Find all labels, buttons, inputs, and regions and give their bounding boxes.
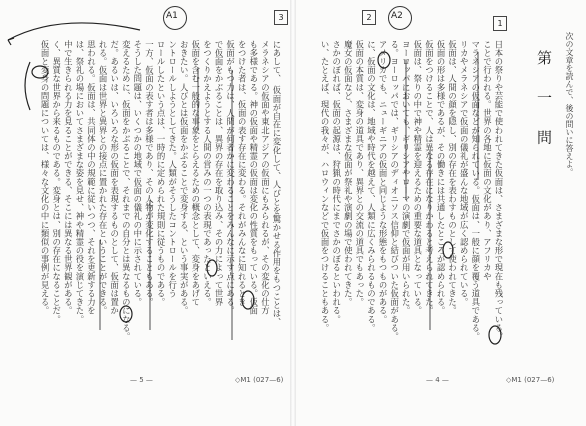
right-text-line: 仮面は、人間の顔を隠し、別の存在を表わすものとして使われてきた。 <box>447 40 458 315</box>
right-footer-code: ◇M1 (027—6) <box>506 376 555 384</box>
left-text-line: 仮面を含む一般的な事象をとらえるための概念として、変身をあげて <box>190 40 201 307</box>
section-heading: 第 一 問 <box>535 50 553 155</box>
left-text-line: で仮面をかぶることは、異界の存在を取り込み、その力によって世界 <box>214 40 225 307</box>
right-text-line: アメリカでも、ニューギニアの仮面と同じような形態をもつものがある。 <box>378 40 389 324</box>
right-text-line: 仮面の形は多様であるが、その働きには共通したところが認められる。 <box>436 40 447 315</box>
left-text-line: おきたい。人びとは仮面をかぶることで変身する、という事実がある。 <box>179 40 190 315</box>
right-page <box>296 0 586 426</box>
right-text-line: 魔女の仮面など、さまざまな仮面が祭礼や演劇の場で使われてきた。 <box>343 40 354 307</box>
left-text-line: をつけた者は、仮面の表す存在に変わる。それがみんなに知れるとき、 <box>237 40 248 315</box>
right-text-line: る。ヨーロッパでは、ギリシアのディオニソス信仰と結びついた仮面がある。 <box>389 40 400 341</box>
left-text-line: そうした問題は、いくつかの地域で仮面の儀礼の中に示されている。 <box>132 40 143 307</box>
right-text-line: ヨーロッパにおいても、ギリシアやローマの演劇で仮面が用いられた。 <box>401 40 412 315</box>
annotation-label-a2: A2 <box>391 11 403 21</box>
section-number: 1 <box>493 16 507 31</box>
left-text-line: は、祭礼の場においてさまざまな姿を見せ、神や精霊の役を演じてきた。 <box>74 40 85 324</box>
right-text-line: さかのぼれば、仮面の起源は、狩猟の時代にまでさかのぼるといわれる。 <box>331 40 342 324</box>
right-text-columns <box>304 40 504 362</box>
left-text-line: にあして、 仮面が自在に変化して、人びとを驚かせる作用をもつことは、 <box>272 40 282 327</box>
left-text-columns <box>10 40 282 362</box>
right-footer-page: — 4 — <box>426 376 449 384</box>
left-text-line: 思われる。仮面は、共同体の中の規範に従いつつ、それを更新する力を <box>86 40 97 315</box>
left-text-line: をつくりかえようとする人間の営みの一つの表現であったといえる。 <box>202 40 213 307</box>
box-number-left: 3 <box>274 10 288 25</box>
left-text-line: 中で生きられる力を見ることができる、そこには異なる世界観がある。 <box>63 40 74 315</box>
instruction-text: 次の文章を読んで、後の問いに答えよ。 <box>565 32 574 176</box>
right-text-line: 仮面をつけることで、人は異なる存在になりかわると考えられてきた。 <box>424 40 435 315</box>
left-text-line: も多様である。神の仮面や精霊の仮面は変化の性質をもっている。仮面 <box>248 40 259 315</box>
left-text-line: く、異質な世界から来るものである。変身とは、別の存在になることだ。 <box>51 40 62 324</box>
left-text-line: れる。仮面は世界と異界との接点に置かれた存在ということができる。 <box>98 40 109 315</box>
right-text-line: い、たとえば、現代の我々が、ハロウィンなどで仮面をつけることもある。 <box>320 40 331 333</box>
left-text-line: 仮面と変身の問題については、様々な文化の中に類似の事例が見える。 <box>40 40 51 315</box>
left-text-line: ロールしたという点は、一時的に定められた規則に従うものである。 <box>156 40 167 307</box>
annotation-label-a1: A1 <box>166 11 178 21</box>
left-footer-code: ◇M1 (027—6) <box>235 376 284 384</box>
left-text-line: だ。あるいは、いろいろな形の仮面を表現するものとして、仮面は置か <box>109 40 120 315</box>
right-text-line: 仮面の本質は、変身の道具であり、異界との交流の道具でもあった。 <box>354 40 365 307</box>
left-footer-page: — 5 — <box>130 376 153 384</box>
right-text-line: に、仮面の文化は、地域や時代を越えて、人類に広くみられるものである。 <box>366 40 377 333</box>
left-text-line: 変えるために、仮面をかぶることで、それまでの自分とは異なるものになる。 <box>121 40 132 341</box>
right-text-line: マラネシアの仮面などが知られている。仮面は、一般に顔を覆う道具である。 <box>470 40 481 341</box>
left-page <box>0 0 290 426</box>
right-text-line: ことで行われる。世界の各地に仮面の文化があり、アフリカや <box>482 40 493 281</box>
right-text-line: リカやメラネシアで仮面の儀礼が盛んな地域が広く認められている。 <box>459 40 470 307</box>
right-text-line: 仮面は、祭りの中で神や精霊を迎えるための重要な道具となっている。 <box>412 40 423 315</box>
right-text-line: 日本の祭りや芸能で使われてきた仮面は、さまざまな形で現在も残っている。 <box>494 40 504 341</box>
left-text-line: メラネシアの仮面や東北アジアの仮面にもみられるが、その変化の仕方 <box>260 40 271 315</box>
box-number-right: 2 <box>362 10 376 25</box>
left-text-line: 仮面がもつ力は、人間が何者かに変わることをみんなに示す点にある。 <box>225 40 236 315</box>
left-text-line: ントロールしようとしてきた。人類がそうしたコントロールを行う <box>167 40 178 298</box>
left-text-line: 一方、仮面の表す者は多様であり、その人物が変化することもある。 <box>144 40 155 307</box>
